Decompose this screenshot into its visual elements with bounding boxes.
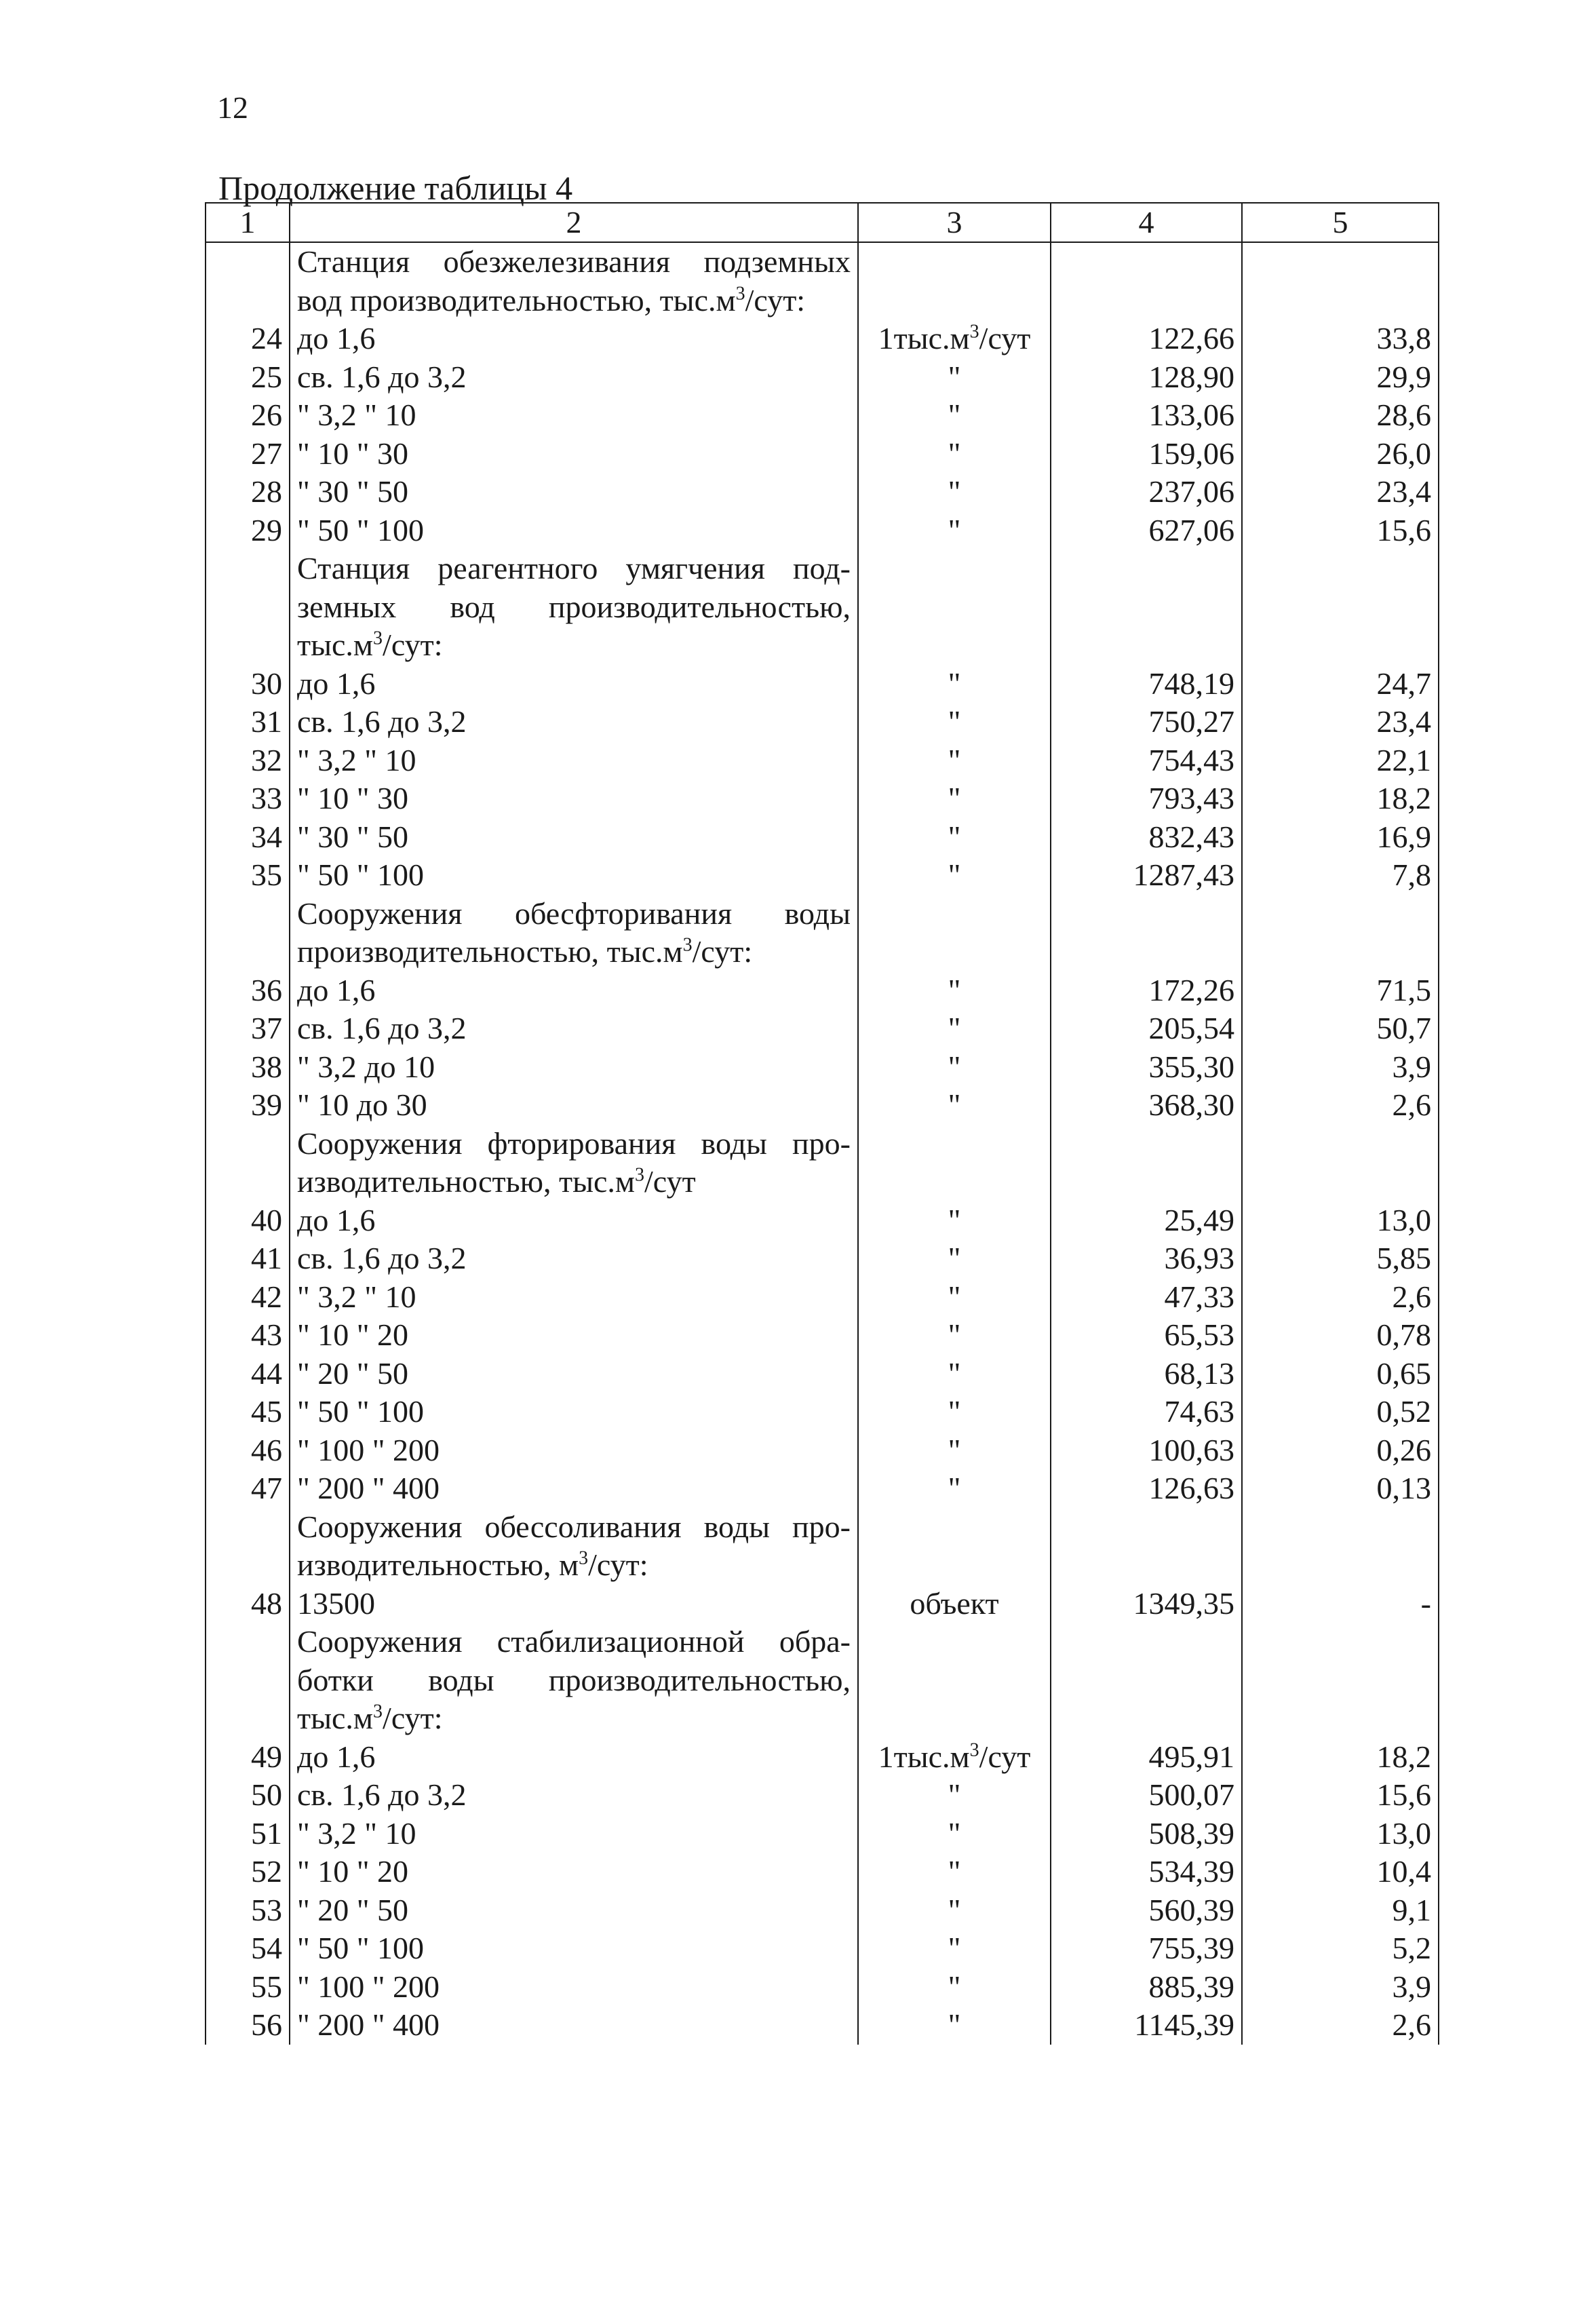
section-heading-row	[206, 1546, 1439, 1585]
empty-cell	[858, 1699, 1051, 1738]
column-header: 1	[206, 203, 290, 242]
capacity-range: " 100 " 200	[290, 1968, 858, 2007]
empty-cell	[1051, 588, 1242, 627]
empty-cell	[1242, 1623, 1439, 1661]
value-col5: 0,65	[1242, 1355, 1439, 1393]
unit-cell: "	[858, 1469, 1051, 1508]
capacity-range: " 30 " 50	[290, 473, 858, 512]
value-col4: 1349,35	[1051, 1585, 1242, 1623]
row-number: 44	[206, 1355, 290, 1393]
table-row	[206, 1239, 1439, 1278]
value-col5: 23,4	[1242, 703, 1439, 741]
value-col4: 885,39	[1051, 1968, 1242, 2007]
value-col4: 368,30	[1051, 1086, 1242, 1125]
unit-cell: "	[858, 1853, 1051, 1891]
table-row	[206, 435, 1439, 474]
table-row	[206, 1048, 1439, 1087]
unit-cell: объект	[858, 1585, 1051, 1623]
unit-cell: "	[858, 741, 1051, 780]
value-col5: 24,7	[1242, 665, 1439, 703]
value-col4: 534,39	[1051, 1853, 1242, 1891]
empty-cell	[1051, 1163, 1242, 1201]
unit-cell: "	[858, 396, 1051, 435]
table-row	[206, 1086, 1439, 1125]
row-number: 30	[206, 665, 290, 703]
table-body	[206, 242, 1439, 2045]
unit-cell: "	[858, 971, 1051, 1010]
empty-cell	[1051, 895, 1242, 933]
section-heading-line: Сооружения фторирования воды про-	[290, 1125, 858, 1163]
unit-cell: "	[858, 1316, 1051, 1355]
unit-cell: "	[858, 1048, 1051, 1087]
row-number: 53	[206, 1891, 290, 1930]
section-heading-row	[206, 1661, 1439, 1700]
section-heading-line: вод производительностью, $тыс.м^3$/сут:	[290, 282, 858, 320]
row-number: 39	[206, 1086, 290, 1125]
table-row	[206, 320, 1439, 358]
value-col4: 128,90	[1051, 358, 1242, 397]
unit-cell: "	[858, 1393, 1051, 1431]
row-number: 41	[206, 1239, 290, 1278]
value-col4: 355,30	[1051, 1048, 1242, 1087]
row-number: 50	[206, 1776, 290, 1815]
capacity-range: " 200 " 400	[290, 2006, 858, 2045]
capacity-range: " 50 " 100	[290, 512, 858, 550]
row-number: 52	[206, 1853, 290, 1891]
table-row	[206, 1469, 1439, 1508]
section-heading-line: Станция реагентного умягчения под-	[290, 549, 858, 588]
section-heading-row	[206, 1125, 1439, 1163]
empty-cell	[1242, 549, 1439, 588]
row-number: 38	[206, 1048, 290, 1087]
empty-cell	[1242, 626, 1439, 665]
section-heading-row	[206, 1508, 1439, 1547]
unit-cell: "	[858, 818, 1051, 857]
value-col5: 18,2	[1242, 779, 1439, 818]
capacity-range: " 10 " 20	[290, 1853, 858, 1891]
capacity-range: " 30 " 50	[290, 818, 858, 857]
capacity-range: св. 1,6 до 3,2	[290, 1239, 858, 1278]
section-heading-row	[206, 282, 1439, 320]
capacity-range: " 100 " 200	[290, 1431, 858, 1470]
capacity-range: до 1,6	[290, 1201, 858, 1240]
section-heading-line: производительностью, $тыс.м^3$/сут:	[290, 933, 858, 971]
value-col4: 755,39	[1051, 1929, 1242, 1968]
empty-cell	[1051, 1508, 1242, 1547]
empty-cell	[206, 1699, 290, 1738]
section-heading-line: изводительностью, $тыс.м^3$/сут	[290, 1163, 858, 1201]
value-col4: 750,27	[1051, 703, 1242, 741]
row-number: 29	[206, 512, 290, 550]
value-col4: 793,43	[1051, 779, 1242, 818]
empty-cell	[206, 895, 290, 933]
row-number: 36	[206, 971, 290, 1010]
empty-cell	[1242, 588, 1439, 627]
empty-cell	[206, 549, 290, 588]
table-row	[206, 1316, 1439, 1355]
value-col5: 26,0	[1242, 435, 1439, 474]
empty-cell	[858, 242, 1051, 282]
empty-cell	[1051, 549, 1242, 588]
value-col4: 65,53	[1051, 1316, 1242, 1355]
empty-cell	[1242, 1163, 1439, 1201]
row-number: 34	[206, 818, 290, 857]
table-row	[206, 1201, 1439, 1240]
capacity-range: " 50 " 100	[290, 1929, 858, 1968]
capacity-range: св. 1,6 до 3,2	[290, 358, 858, 397]
section-heading-line: $тыс.м^3$/сут:	[290, 626, 858, 665]
unit-cell: "	[858, 1891, 1051, 1930]
unit-cell: "	[858, 1355, 1051, 1393]
row-number: 28	[206, 473, 290, 512]
value-col5: 15,6	[1242, 512, 1439, 550]
value-col4: 25,49	[1051, 1201, 1242, 1240]
table-row	[206, 703, 1439, 741]
table-row	[206, 818, 1439, 857]
unit-cell: "	[858, 435, 1051, 474]
empty-cell	[206, 1546, 290, 1585]
section-heading-line: Сооружения обессоливания воды про-	[290, 1508, 858, 1547]
row-number: 51	[206, 1815, 290, 1853]
empty-cell	[858, 1125, 1051, 1163]
unit-cell: "	[858, 665, 1051, 703]
value-col5: 28,6	[1242, 396, 1439, 435]
unit-cell: "	[858, 1815, 1051, 1853]
capacity-range: " 3,2 " 10	[290, 396, 858, 435]
capacity-range: " 3,2 " 10	[290, 1278, 858, 1317]
value-col4: 832,43	[1051, 818, 1242, 857]
empty-cell	[1242, 282, 1439, 320]
data-table	[205, 202, 1439, 2045]
empty-cell	[1051, 1661, 1242, 1700]
capacity-range: " 200 " 400	[290, 1469, 858, 1508]
empty-cell	[858, 549, 1051, 588]
row-number: 24	[206, 320, 290, 358]
empty-cell	[858, 1163, 1051, 1201]
unit-cell: "	[858, 473, 1051, 512]
empty-cell	[1051, 933, 1242, 971]
value-col5: 0,52	[1242, 1393, 1439, 1431]
section-heading-line: Станция обезжелезивания подземных	[290, 242, 858, 282]
column-header: 3	[858, 203, 1051, 242]
section-heading-row	[206, 549, 1439, 588]
section-heading-row	[206, 933, 1439, 971]
capacity-range: " 10 " 20	[290, 1316, 858, 1355]
value-col4: 748,19	[1051, 665, 1242, 703]
value-col4: 500,07	[1051, 1776, 1242, 1815]
empty-cell	[858, 626, 1051, 665]
table-row	[206, 1738, 1439, 1777]
empty-cell	[858, 282, 1051, 320]
table-row	[206, 2006, 1439, 2045]
empty-cell	[1242, 1546, 1439, 1585]
value-col5: 15,6	[1242, 1776, 1439, 1815]
empty-cell	[858, 895, 1051, 933]
value-col4: 495,91	[1051, 1738, 1242, 1777]
value-col4: 237,06	[1051, 473, 1242, 512]
row-number: 35	[206, 856, 290, 895]
value-col4: 205,54	[1051, 1009, 1242, 1048]
empty-cell	[206, 626, 290, 665]
section-heading-line: Сооружения стабилизационной обра-	[290, 1623, 858, 1661]
value-col4: 508,39	[1051, 1815, 1242, 1853]
table-row	[206, 1853, 1439, 1891]
column-header: 5	[1242, 203, 1439, 242]
value-col5: 22,1	[1242, 741, 1439, 780]
capacity-range: до 1,6	[290, 971, 858, 1010]
value-col4: 1287,43	[1051, 856, 1242, 895]
section-heading-line: изводительностью, $м^3$/сут:	[290, 1546, 858, 1585]
value-col5: 18,2	[1242, 1738, 1439, 1777]
unit-cell: "	[858, 1086, 1051, 1125]
empty-cell	[1242, 242, 1439, 282]
empty-cell	[1051, 282, 1242, 320]
empty-cell	[206, 242, 290, 282]
capacity-range: 13500	[290, 1585, 858, 1623]
empty-cell	[858, 933, 1051, 971]
value-col5: 50,7	[1242, 1009, 1439, 1048]
table-row	[206, 358, 1439, 397]
capacity-range: " 50 " 100	[290, 1393, 858, 1431]
row-number: 26	[206, 396, 290, 435]
capacity-range: св. 1,6 до 3,2	[290, 703, 858, 741]
capacity-range: до 1,6	[290, 320, 858, 358]
empty-cell	[1051, 242, 1242, 282]
value-col4: 36,93	[1051, 1239, 1242, 1278]
empty-cell	[1242, 1125, 1439, 1163]
table-row	[206, 1776, 1439, 1815]
capacity-range: св. 1,6 до 3,2	[290, 1776, 858, 1815]
empty-cell	[206, 588, 290, 627]
section-heading-line: Сооружения обесфторивания воды	[290, 895, 858, 933]
row-number: 46	[206, 1431, 290, 1470]
unit-cell: "	[858, 1929, 1051, 1968]
unit-cell: "	[858, 856, 1051, 895]
unit-cell: "	[858, 512, 1051, 550]
value-col5: 16,9	[1242, 818, 1439, 857]
value-col4: 47,33	[1051, 1278, 1242, 1317]
unit-cell: "	[858, 703, 1051, 741]
unit-cell: $1тыс.м^3$/сут	[858, 1738, 1051, 1777]
row-number: 56	[206, 2006, 290, 2045]
value-col5: 7,8	[1242, 856, 1439, 895]
value-col5: 3,9	[1242, 1048, 1439, 1087]
table-row	[206, 396, 1439, 435]
section-heading-row	[206, 1623, 1439, 1661]
empty-cell	[1051, 1125, 1242, 1163]
value-col5: 3,9	[1242, 1968, 1439, 2007]
empty-cell	[1242, 1661, 1439, 1700]
value-col5: 0,78	[1242, 1316, 1439, 1355]
value-col5: 5,85	[1242, 1239, 1439, 1278]
row-number: 32	[206, 741, 290, 780]
empty-cell	[1051, 1546, 1242, 1585]
value-col4: 126,63	[1051, 1469, 1242, 1508]
capacity-range: " 3,2 " 10	[290, 1815, 858, 1853]
empty-cell	[1242, 1508, 1439, 1547]
row-number: 54	[206, 1929, 290, 1968]
table-header	[206, 203, 1439, 242]
unit-cell: "	[858, 1431, 1051, 1470]
value-col5: 10,4	[1242, 1853, 1439, 1891]
table-row	[206, 1891, 1439, 1930]
value-col4: 627,06	[1051, 512, 1242, 550]
empty-cell	[206, 1163, 290, 1201]
empty-cell	[1242, 895, 1439, 933]
value-col5: 2,6	[1242, 1086, 1439, 1125]
empty-cell	[858, 1661, 1051, 1700]
table-row	[206, 1585, 1439, 1623]
table-caption: Продолжение таблицы 4	[218, 169, 573, 207]
empty-cell	[858, 1546, 1051, 1585]
empty-cell	[858, 1623, 1051, 1661]
value-col5: 2,6	[1242, 2006, 1439, 2045]
unit-cell: "	[858, 1278, 1051, 1317]
value-col5: 29,9	[1242, 358, 1439, 397]
table-row	[206, 1431, 1439, 1470]
value-col5: 2,6	[1242, 1278, 1439, 1317]
row-number: 37	[206, 1009, 290, 1048]
empty-cell	[206, 1661, 290, 1700]
value-col5: 9,1	[1242, 1891, 1439, 1930]
capacity-range: " 3,2 до 10	[290, 1048, 858, 1087]
section-heading-row	[206, 1699, 1439, 1738]
table-row	[206, 856, 1439, 895]
value-col5: 33,8	[1242, 320, 1439, 358]
empty-cell	[206, 933, 290, 971]
column-number-row	[206, 203, 1439, 242]
row-number: 25	[206, 358, 290, 397]
capacity-range: до 1,6	[290, 665, 858, 703]
row-number: 47	[206, 1469, 290, 1508]
section-heading-row	[206, 242, 1439, 282]
unit-cell: $1тыс.м^3$/сут	[858, 320, 1051, 358]
table-row	[206, 1929, 1439, 1968]
section-heading-line: земных вод производительностью,	[290, 588, 858, 627]
table-row	[206, 741, 1439, 780]
row-number: 48	[206, 1585, 290, 1623]
unit-cell: "	[858, 2006, 1051, 2045]
value-col4: 1145,39	[1051, 2006, 1242, 2045]
row-number: 33	[206, 779, 290, 818]
table-row	[206, 779, 1439, 818]
unit-cell: "	[858, 779, 1051, 818]
row-number: 40	[206, 1201, 290, 1240]
value-col4: 74,63	[1051, 1393, 1242, 1431]
capacity-range: " 10 " 30	[290, 779, 858, 818]
value-col5: 13,0	[1242, 1815, 1439, 1853]
value-col5: 5,2	[1242, 1929, 1439, 1968]
value-col4: 159,06	[1051, 435, 1242, 474]
empty-cell	[1051, 626, 1242, 665]
value-col5: 23,4	[1242, 473, 1439, 512]
section-heading-row	[206, 588, 1439, 627]
empty-cell	[1242, 1699, 1439, 1738]
capacity-range: " 20 " 50	[290, 1355, 858, 1393]
table-row	[206, 1355, 1439, 1393]
table-row	[206, 473, 1439, 512]
column-header: 2	[290, 203, 858, 242]
table-row	[206, 1815, 1439, 1853]
table-row	[206, 665, 1439, 703]
column-header: 4	[1051, 203, 1242, 242]
empty-cell	[858, 588, 1051, 627]
empty-cell	[206, 1623, 290, 1661]
table-row	[206, 1393, 1439, 1431]
row-number: 43	[206, 1316, 290, 1355]
section-heading-line: ботки воды производительностью,	[290, 1661, 858, 1700]
table-row	[206, 971, 1439, 1010]
capacity-range: " 10 до 30	[290, 1086, 858, 1125]
empty-cell	[1242, 933, 1439, 971]
page-number: 12	[217, 90, 248, 125]
empty-cell	[206, 1125, 290, 1163]
unit-cell: "	[858, 358, 1051, 397]
unit-cell: "	[858, 1968, 1051, 2007]
unit-cell: "	[858, 1239, 1051, 1278]
row-number: 31	[206, 703, 290, 741]
value-col5: 0,13	[1242, 1469, 1439, 1508]
unit-cell: "	[858, 1009, 1051, 1048]
value-col5: -	[1242, 1585, 1439, 1623]
row-number: 42	[206, 1278, 290, 1317]
value-col4: 68,13	[1051, 1355, 1242, 1393]
table-row	[206, 1968, 1439, 2007]
value-col4: 100,63	[1051, 1431, 1242, 1470]
value-col4: 172,26	[1051, 971, 1242, 1010]
table-row	[206, 1278, 1439, 1317]
value-col5: 13,0	[1242, 1201, 1439, 1240]
section-heading-line: $тыс.м^3$/сут:	[290, 1699, 858, 1738]
empty-cell	[858, 1508, 1051, 1547]
value-col5: 71,5	[1242, 971, 1439, 1010]
capacity-range: св. 1,6 до 3,2	[290, 1009, 858, 1048]
value-col4: 122,66	[1051, 320, 1242, 358]
value-col4: 133,06	[1051, 396, 1242, 435]
capacity-range: " 20 " 50	[290, 1891, 858, 1930]
unit-cell: "	[858, 1201, 1051, 1240]
unit-cell: "	[858, 1776, 1051, 1815]
row-number: 55	[206, 1968, 290, 2007]
empty-cell	[206, 282, 290, 320]
value-col4: 754,43	[1051, 741, 1242, 780]
row-number: 49	[206, 1738, 290, 1777]
capacity-range: " 10 " 30	[290, 435, 858, 474]
table-row	[206, 1009, 1439, 1048]
empty-cell	[206, 1508, 290, 1547]
capacity-range: до 1,6	[290, 1738, 858, 1777]
section-heading-row	[206, 626, 1439, 665]
row-number: 45	[206, 1393, 290, 1431]
table-row	[206, 512, 1439, 550]
section-heading-row	[206, 1163, 1439, 1201]
value-col4: 560,39	[1051, 1891, 1242, 1930]
capacity-range: " 3,2 " 10	[290, 741, 858, 780]
empty-cell	[1051, 1699, 1242, 1738]
value-col5: 0,26	[1242, 1431, 1439, 1470]
empty-cell	[1051, 1623, 1242, 1661]
row-number: 27	[206, 435, 290, 474]
section-heading-row	[206, 895, 1439, 933]
capacity-range: " 50 " 100	[290, 856, 858, 895]
